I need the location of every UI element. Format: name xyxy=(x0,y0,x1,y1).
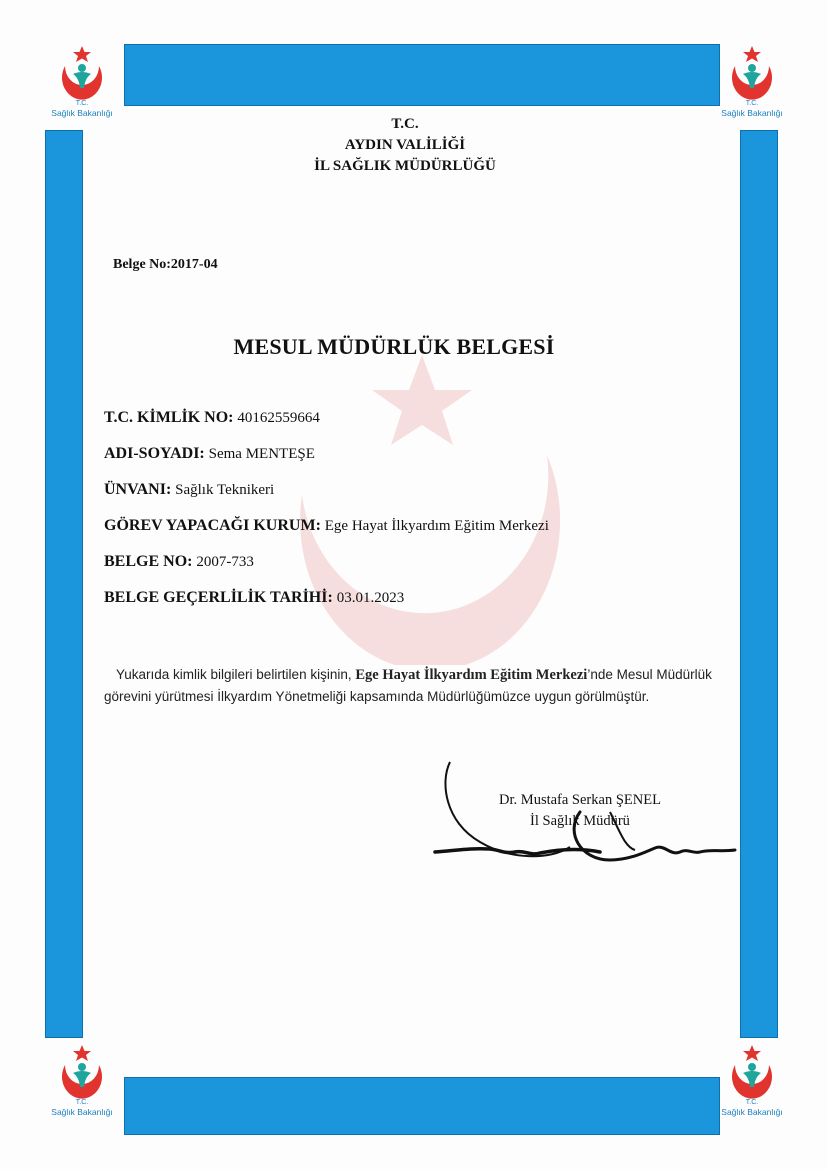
field-institution xyxy=(104,517,549,553)
document-number: Belge No:2017-04 xyxy=(113,257,218,272)
logo-line-ministry: Sağlık Bakanlığı xyxy=(721,108,783,118)
frame-left-bar xyxy=(45,130,83,1038)
ministry-logo-bottom-left xyxy=(42,1043,122,1133)
paragraph-part1: Yukarıda kimlik bilgileri belirtilen kişinin, xyxy=(116,667,352,682)
field-value: 40162559664 xyxy=(237,410,320,426)
field-full-name xyxy=(104,445,549,481)
logo-line-ministry: Sağlık Bakanlığı xyxy=(51,108,113,118)
frame-bottom-bar xyxy=(124,1077,720,1135)
field-value: Sağlık Teknikeri xyxy=(175,482,275,498)
logo-line-tc: T.C. xyxy=(75,1099,89,1106)
ministry-logo-top-left xyxy=(42,44,122,134)
logo-line-tc: T.C. xyxy=(745,1099,759,1106)
document-title: MESUL MÜDÜRLÜK BELGESİ xyxy=(233,334,555,359)
signatory-name: Dr. Mustafa Serkan ŞENEL xyxy=(499,792,661,808)
field-label: ÜNVANI: xyxy=(104,481,172,498)
field-label: GÖREV YAPACAĞI KURUM: xyxy=(104,517,321,534)
logo-line-tc: T.C. xyxy=(745,100,759,107)
field-value: 03.01.2023 xyxy=(336,590,405,606)
field-value: 2007-733 xyxy=(196,554,254,570)
paragraph-institution: Ege Hayat İlkyardım Eğitim Merkezi xyxy=(355,667,588,683)
signatory-block xyxy=(480,790,680,832)
field-label: BELGE GEÇERLİLİK TARİHİ: xyxy=(104,589,333,606)
issuer-header xyxy=(290,114,520,177)
logo-line-ministry: Sağlık Bakanlığı xyxy=(721,1107,783,1117)
field-job-title xyxy=(104,481,549,517)
frame-top-bar xyxy=(124,44,720,106)
field-value: Ege Hayat İlkyardım Eğitim Merkezi xyxy=(324,518,549,534)
field-validity-date xyxy=(104,589,549,625)
ministry-emblem-icon xyxy=(725,44,779,102)
ministry-logo-bottom-right xyxy=(712,1043,792,1133)
header-line-directorate: İL SAĞLIK MÜDÜRLÜĞÜ xyxy=(314,158,496,174)
field-id-number xyxy=(104,409,549,445)
field-label: T.C. KİMLİK NO: xyxy=(104,409,234,426)
logo-line-tc: T.C. xyxy=(75,100,89,107)
field-value: Sema MENTEŞE xyxy=(208,446,315,462)
ministry-emblem-icon xyxy=(55,44,109,102)
header-line-governorship: AYDIN VALİLİĞİ xyxy=(344,137,466,153)
certificate-fields xyxy=(104,409,549,625)
header-line-tc: T.C. xyxy=(391,116,419,132)
field-certificate-number xyxy=(104,553,549,589)
field-label: BELGE NO: xyxy=(104,553,193,570)
signatory-title: İl Sağlık Müdürü xyxy=(530,813,630,829)
frame-right-bar xyxy=(740,130,778,1038)
ministry-emblem-icon xyxy=(725,1043,779,1101)
paragraph-part2: ’nde Mesul Müdürlük görevini yürütmesi İlkyardım Yönetmeliği kapsamında Müdürlüğümüzce uygun görülmüştür. xyxy=(104,667,712,704)
ministry-logo-top-right xyxy=(712,44,792,134)
approval-paragraph xyxy=(104,664,729,707)
ministry-emblem-icon xyxy=(55,1043,109,1101)
field-label: ADI-SOYADI: xyxy=(104,445,205,462)
logo-line-ministry: Sağlık Bakanlığı xyxy=(51,1107,113,1117)
